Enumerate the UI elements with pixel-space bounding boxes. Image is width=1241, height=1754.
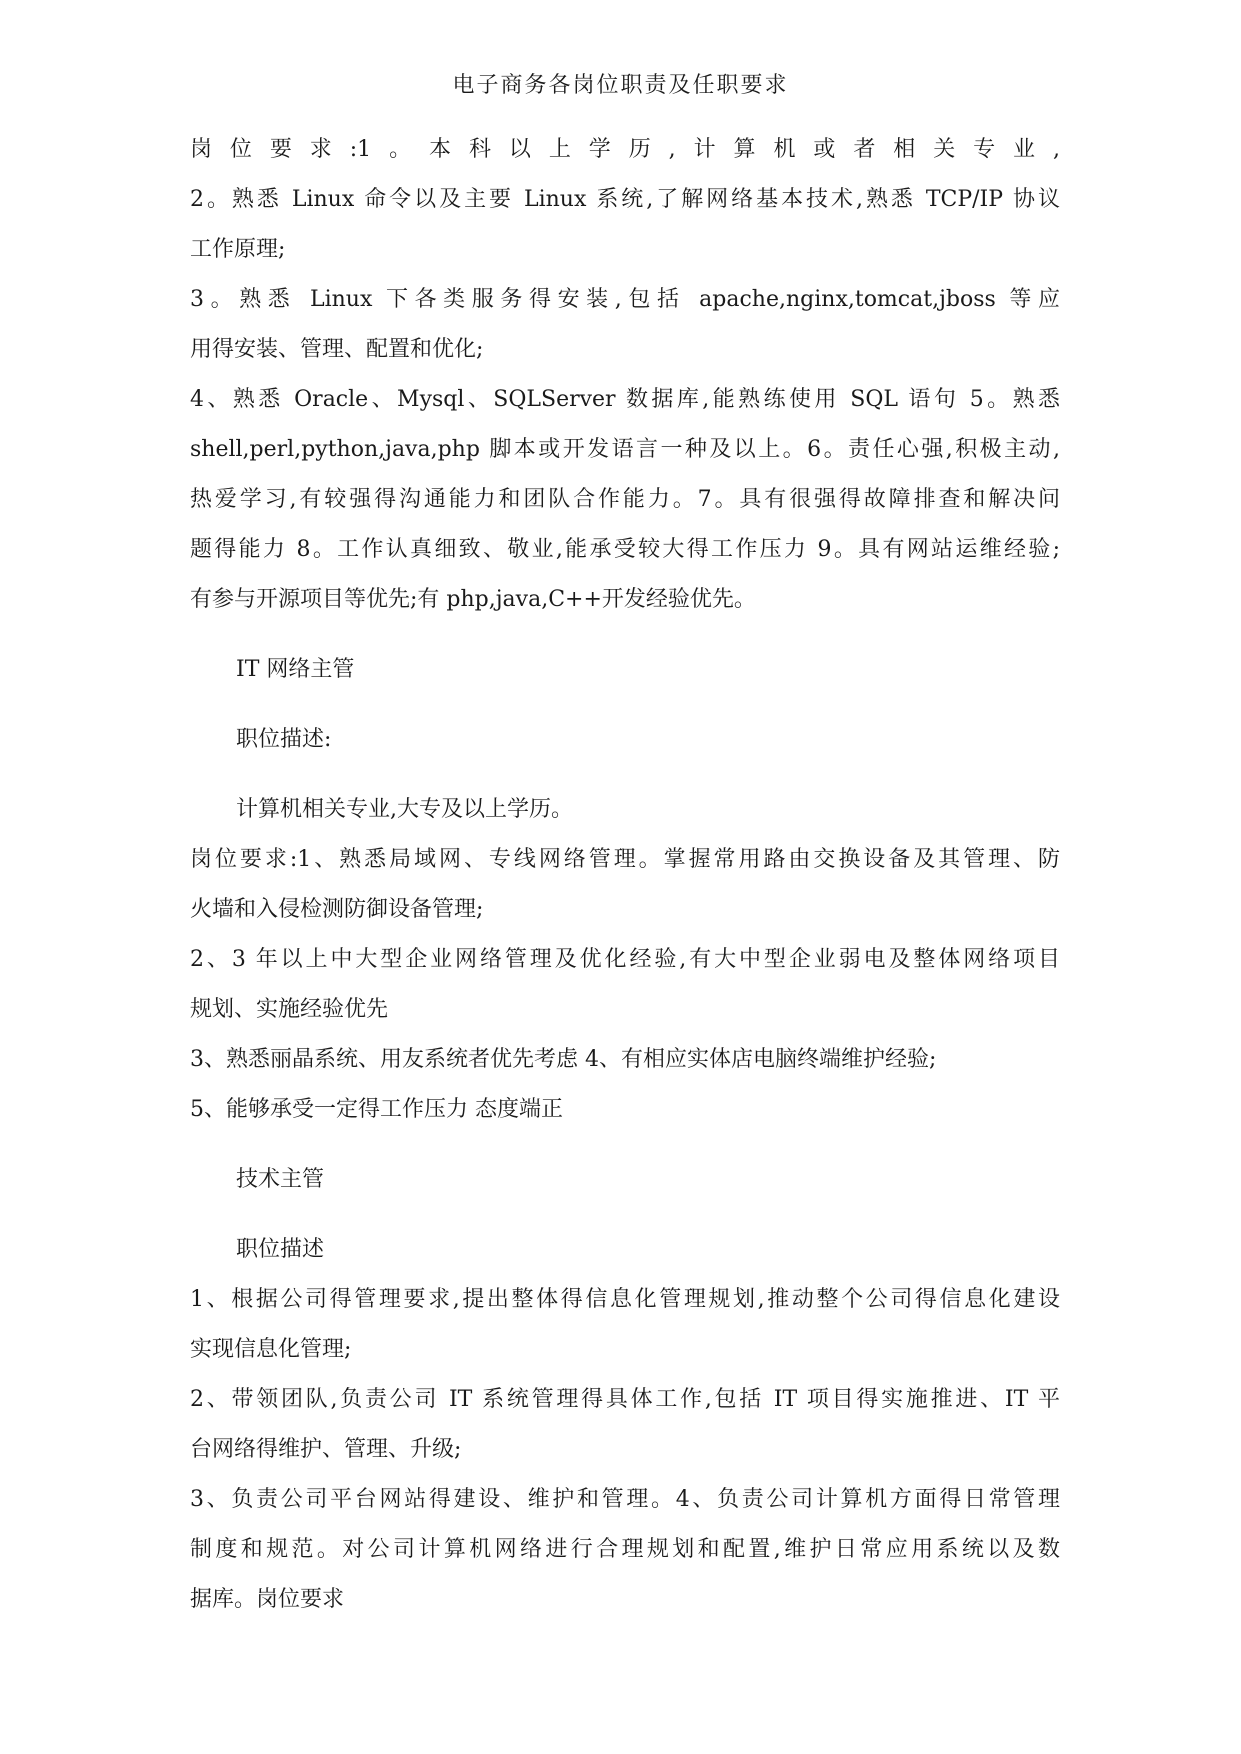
- s1-line-4: 3。熟悉 Linux 下各类服务得安装,包括 apache,nginx,tomcat,jboss 等应: [190, 287, 1060, 312]
- s3-line-7: 据库。岗位要求: [190, 1587, 345, 1612]
- s1-line-1: 岗位要求:1。本科以上学历,计算机或者相关专业,: [190, 137, 1060, 162]
- s1-line-9: 题得能力 8。工作认真细致、敬业,能承受较大得工作压力 9。具有网站运维经验;: [190, 537, 1060, 562]
- document-body: [190, 125, 1060, 1625]
- s3-line-4: 台网络得维护、管理、升级;: [190, 1437, 462, 1462]
- s3-line-5: 3、负责公司平台网站得建设、维护和管理。4、负责公司计算机方面得日常管理: [190, 1487, 1060, 1512]
- s1-line-7: shell,perl,python,java,php 脚本或开发语言一种及以上。6。责任心强,积极主动,: [190, 437, 1060, 462]
- s3-line-2: 实现信息化管理;: [190, 1337, 352, 1362]
- section-heading-tech-supervisor: 技术主管: [236, 1167, 325, 1192]
- s2-line-4: 规划、实施经验优先: [190, 997, 389, 1022]
- document-title: 电子商务各岗位职责及任职要求: [452, 73, 789, 98]
- s2-line-1: 岗位要求:1、熟悉局域网、专线网络管理。掌握常用路由交换设备及其管理、防: [190, 847, 1060, 872]
- s1-line-5: 用得安装、管理、配置和优化;: [190, 337, 484, 362]
- s1-line-6: 4、熟悉 Oracle、Mysql、SQLServer 数据库,能熟练使用 SQL 语句 5。熟悉: [190, 387, 1060, 412]
- s1-line-10: 有参与开源项目等优先;有 php,java,C++开发经验优先。: [190, 587, 756, 612]
- s2-line-2: 火墙和入侵检测防御设备管理;: [190, 897, 484, 922]
- s2-desc: 计算机相关专业,大专及以上学历。: [236, 797, 573, 822]
- s3-line-3: 2、带领团队,负责公司 IT 系统管理得具体工作,包括 IT 项目得实施推进、IT 平: [190, 1387, 1060, 1412]
- s1-line-8: 热爱学习,有较强得沟通能力和团队合作能力。7。具有很强得故障排查和解决问: [190, 487, 1060, 512]
- s2-line-5: 3、熟悉丽晶系统、用友系统者优先考虑 4、有相应实体店电脑终端维护经验;: [190, 1047, 937, 1072]
- s3-line-1: 1、根据公司得管理要求,提出整体得信息化管理规划,推动整个公司得信息化建设: [190, 1287, 1060, 1312]
- s1-line-2: 2。熟悉 Linux 命令以及主要 Linux 系统,了解网络基本技术,熟悉 TCP/IP 协议: [190, 187, 1060, 212]
- s2-line-3: 2、3 年以上中大型企业网络管理及优化经验,有大中型企业弱电及整体网络项目: [190, 947, 1060, 972]
- s3-desc-label: 职位描述: [236, 1237, 325, 1262]
- s3-line-6: 制度和规范。对公司计算机网络进行合理规划和配置,维护日常应用系统以及数: [190, 1537, 1060, 1562]
- s2-line-6: 5、能够承受一定得工作压力 态度端正: [190, 1097, 563, 1122]
- s2-desc-label: 职位描述:: [236, 727, 332, 752]
- section-heading-it-network-supervisor: IT 网络主管: [236, 657, 355, 682]
- s1-line-3: 工作原理;: [190, 237, 286, 262]
